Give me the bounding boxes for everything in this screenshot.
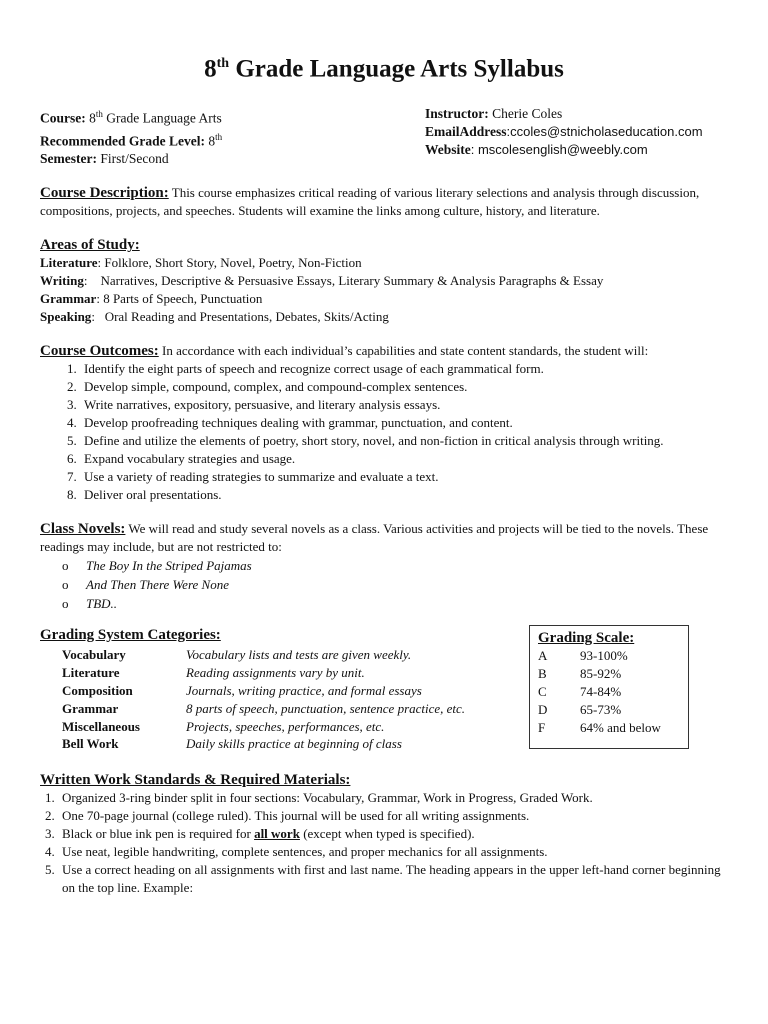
grading-heading: Grading System Categories: xyxy=(40,627,221,644)
list-item: 1. Organized 3-ring binder split in four sections: Vocabulary, Grammar, Work in Progress, Graded Work. xyxy=(58,789,728,807)
course-description-heading: Course Description: xyxy=(40,185,169,202)
email-address: :ccoles@stnicholaseducation.com xyxy=(506,124,703,140)
written-heading: Written Work Standards & Required Materials: xyxy=(40,772,351,789)
page-title: 8th Grade Language Arts Syllabus xyxy=(204,55,564,83)
table-row: A 93-100% xyxy=(538,648,628,664)
class-novels xyxy=(40,520,728,613)
website-line: Website: mscolesenglish@weebly.com xyxy=(425,142,648,158)
list-item: 4. Use neat, legible handwriting, complete sentences, and proper mechanics for all assignments. xyxy=(58,843,728,861)
list-item: 4. Develop proofreading techniques dealing with grammar, punctuation, and content. xyxy=(80,414,728,432)
written-work-standards xyxy=(40,771,728,897)
instructor-line: Instructor: Cherie Coles xyxy=(425,106,563,122)
course-info xyxy=(40,105,728,168)
outcomes-list xyxy=(40,360,728,504)
area-row-grammar: Grammar : 8 Parts of Speech, Punctuation xyxy=(40,291,263,307)
novels-list xyxy=(40,556,728,613)
table-row: D 65-73% xyxy=(538,701,622,717)
table-row: F 64% and below xyxy=(538,719,661,735)
grade-level-line: Recommended Grade Level: 8th xyxy=(40,131,223,149)
website-address: : mscolesenglish@weebly.com xyxy=(470,142,648,158)
outcomes-heading: Course Outcomes: xyxy=(40,343,159,360)
areas-of-study xyxy=(40,236,728,326)
list-item: o TBD.. xyxy=(62,596,118,612)
list-item: 7. Use a variety of reading strategies to summarize and evaluate a text. xyxy=(80,468,728,486)
course-outcomes xyxy=(40,342,728,504)
table-row: Miscellaneous Projects, speeches, performances, etc. xyxy=(62,718,385,734)
grading-scale-box xyxy=(529,625,689,749)
written-list xyxy=(40,789,728,897)
course-line: Course: 8th Grade Language Arts xyxy=(40,109,222,126)
list-item: 5. Define and utilize the elements of poetry, short story, novel, and non-fiction in critical analysis through writing. xyxy=(80,432,728,450)
table-row: Bell Work Daily skills practice at beginning of class xyxy=(62,736,402,752)
table-row: Vocabulary Vocabulary lists and tests are given weekly. xyxy=(62,647,412,663)
list-item: 5. Use a correct heading on all assignments with first and last name. The heading appears in the upper left-hand corner beginning on the top line. Example: xyxy=(58,861,728,897)
list-item: 3. Write narratives, expository, persuasive, and literary analysis essays. xyxy=(80,396,728,414)
course-info-left xyxy=(40,105,425,168)
table-row: Grammar 8 parts of speech, punctuation, sentence practice, etc. xyxy=(62,700,466,716)
outcomes-intro: In accordance with each individual’s capabilities and state content standards, the student will: xyxy=(158,343,649,359)
grading-section xyxy=(40,627,728,767)
list-item: 2. One 70-page journal (college ruled). This journal will be used for all writing assignments. xyxy=(58,807,728,825)
table-row: Composition Journals, writing practice, and formal essays xyxy=(62,682,422,698)
area-row-literature: Literature : Folklore, Short Story, Novel, Poetry, Non-Fiction xyxy=(40,255,362,271)
bullet-icon: o xyxy=(62,577,69,593)
novels-heading: Class Novels: xyxy=(40,521,126,538)
table-row: Literature Reading assignments vary by unit. xyxy=(62,665,365,681)
semester-line: Semester: First/Second xyxy=(40,151,169,167)
area-row-writing: Writing : Narratives, Descriptive & Persuasive Essays, Literary Summary & Analysis Paragraphs & Essay xyxy=(40,273,604,289)
course-description-text: This course emphasizes critical reading of various literary selections and analysis through discussion, compositions, projects, and speeches. Students will examine the links among culture, history, and literature. xyxy=(40,185,700,219)
email-line: EmailAddress:ccoles@stnicholaseducation.com xyxy=(425,124,703,140)
bullet-icon: o xyxy=(62,558,69,574)
list-item: 3. Black or blue ink pen is required for all work (except when typed is specified). xyxy=(58,825,728,843)
table-row: C 74-84% xyxy=(538,683,622,699)
list-item: 1. Identify the eight parts of speech and recognize correct usage of each grammatical form. xyxy=(80,360,728,378)
novels-intro: We will read and study several novels as a class. Various activities and projects will be tied to the novels. These readings may include, but are not restricted to: xyxy=(40,521,709,555)
course-description xyxy=(40,184,728,220)
grading-scale-heading: Grading Scale: xyxy=(538,630,635,647)
bullet-icon: o xyxy=(62,596,69,612)
list-item: 2. Develop simple, compound, complex, and compound-complex sentences. xyxy=(80,378,728,396)
course-info-right xyxy=(425,105,728,168)
area-row-speaking: Speaking : Oral Reading and Presentations, Debates, Skits/Acting xyxy=(40,309,389,325)
table-row: B 85-92% xyxy=(538,666,622,682)
list-item: o The Boy In the Striped Pajamas xyxy=(62,558,252,574)
list-item: 6. Expand vocabulary strategies and usage. xyxy=(80,450,728,468)
list-item: 8. Deliver oral presentations. xyxy=(80,486,728,504)
list-item: o And Then There Were None xyxy=(62,577,229,593)
areas-heading: Areas of Study: xyxy=(40,237,140,254)
